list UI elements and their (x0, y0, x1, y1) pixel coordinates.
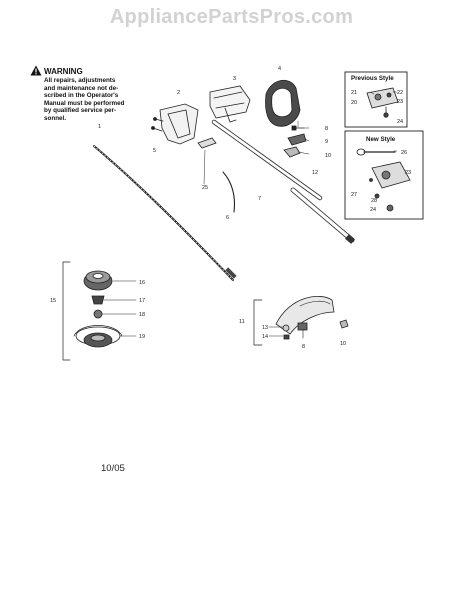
part-label-13: 13 (262, 325, 269, 331)
part-label-26: 26 (401, 150, 408, 156)
flex-shaft-part (94, 146, 237, 280)
revision-date: 10/05 (101, 463, 125, 474)
part-label-25: 25 (202, 185, 209, 191)
warning-line: sonnel. (44, 114, 67, 122)
part-label-4: 4 (278, 66, 282, 72)
part-label-9: 9 (325, 139, 329, 145)
upper-shaft-tube-part (214, 122, 320, 198)
part-label-10: 10 (325, 153, 332, 159)
part-label-24-new: 24 (370, 207, 377, 213)
part-label-1: 1 (98, 124, 102, 130)
trimmer-head-group (63, 262, 122, 360)
warning-line: Manual must be performed (44, 99, 125, 107)
part-label-8-guard: 8 (302, 344, 306, 350)
part-label-3: 3 (233, 76, 237, 82)
part-label-2: 2 (177, 90, 181, 96)
part-label-12: 12 (312, 170, 319, 176)
part-label-7: 7 (258, 196, 262, 202)
part-label-23-new: 23 (405, 170, 412, 176)
part-label-16: 16 (139, 280, 146, 286)
new-style-title: New Style (366, 136, 396, 143)
handle-bracket-part (152, 104, 199, 144)
new-style-box (345, 131, 423, 219)
clip-part (198, 138, 216, 148)
warning-line: All repairs, adjustments (44, 77, 116, 84)
part-label-24: 24 (397, 119, 404, 125)
loop-handle-part (210, 86, 250, 122)
part-label-11: 11 (239, 319, 245, 325)
warning-title: WARNING (44, 67, 83, 76)
warning-line: scribed in the Operator's (44, 92, 119, 100)
part-label-17: 17 (139, 298, 146, 304)
bracket-part (288, 134, 306, 145)
previous-style-title: Previous Style (351, 75, 394, 82)
part-label-5: 5 (153, 148, 157, 154)
part-label-6: 6 (226, 215, 230, 221)
part-label-19: 19 (139, 334, 146, 340)
warning-line: and maintenance not de- (44, 84, 119, 92)
part-label-21: 21 (351, 90, 358, 96)
part-label-28: 28 (371, 198, 378, 204)
part-label-14: 14 (262, 334, 269, 340)
warning-line: by qualified service per- (44, 107, 117, 115)
part-label-15: 15 (50, 298, 57, 304)
throttle-cable-part (223, 172, 235, 212)
part-label-27: 27 (351, 192, 358, 198)
d-handle-part (266, 80, 301, 126)
part-label-23: 23 (397, 99, 404, 105)
part-label-22: 22 (397, 90, 404, 96)
part-label-20: 20 (351, 100, 358, 106)
part-label-18: 18 (139, 312, 146, 318)
watermark: AppliancePartsPros.com (109, 6, 354, 28)
clamp-part (284, 147, 300, 157)
part-label-10-guard: 10 (340, 341, 347, 347)
part-label-8: 8 (325, 126, 329, 132)
